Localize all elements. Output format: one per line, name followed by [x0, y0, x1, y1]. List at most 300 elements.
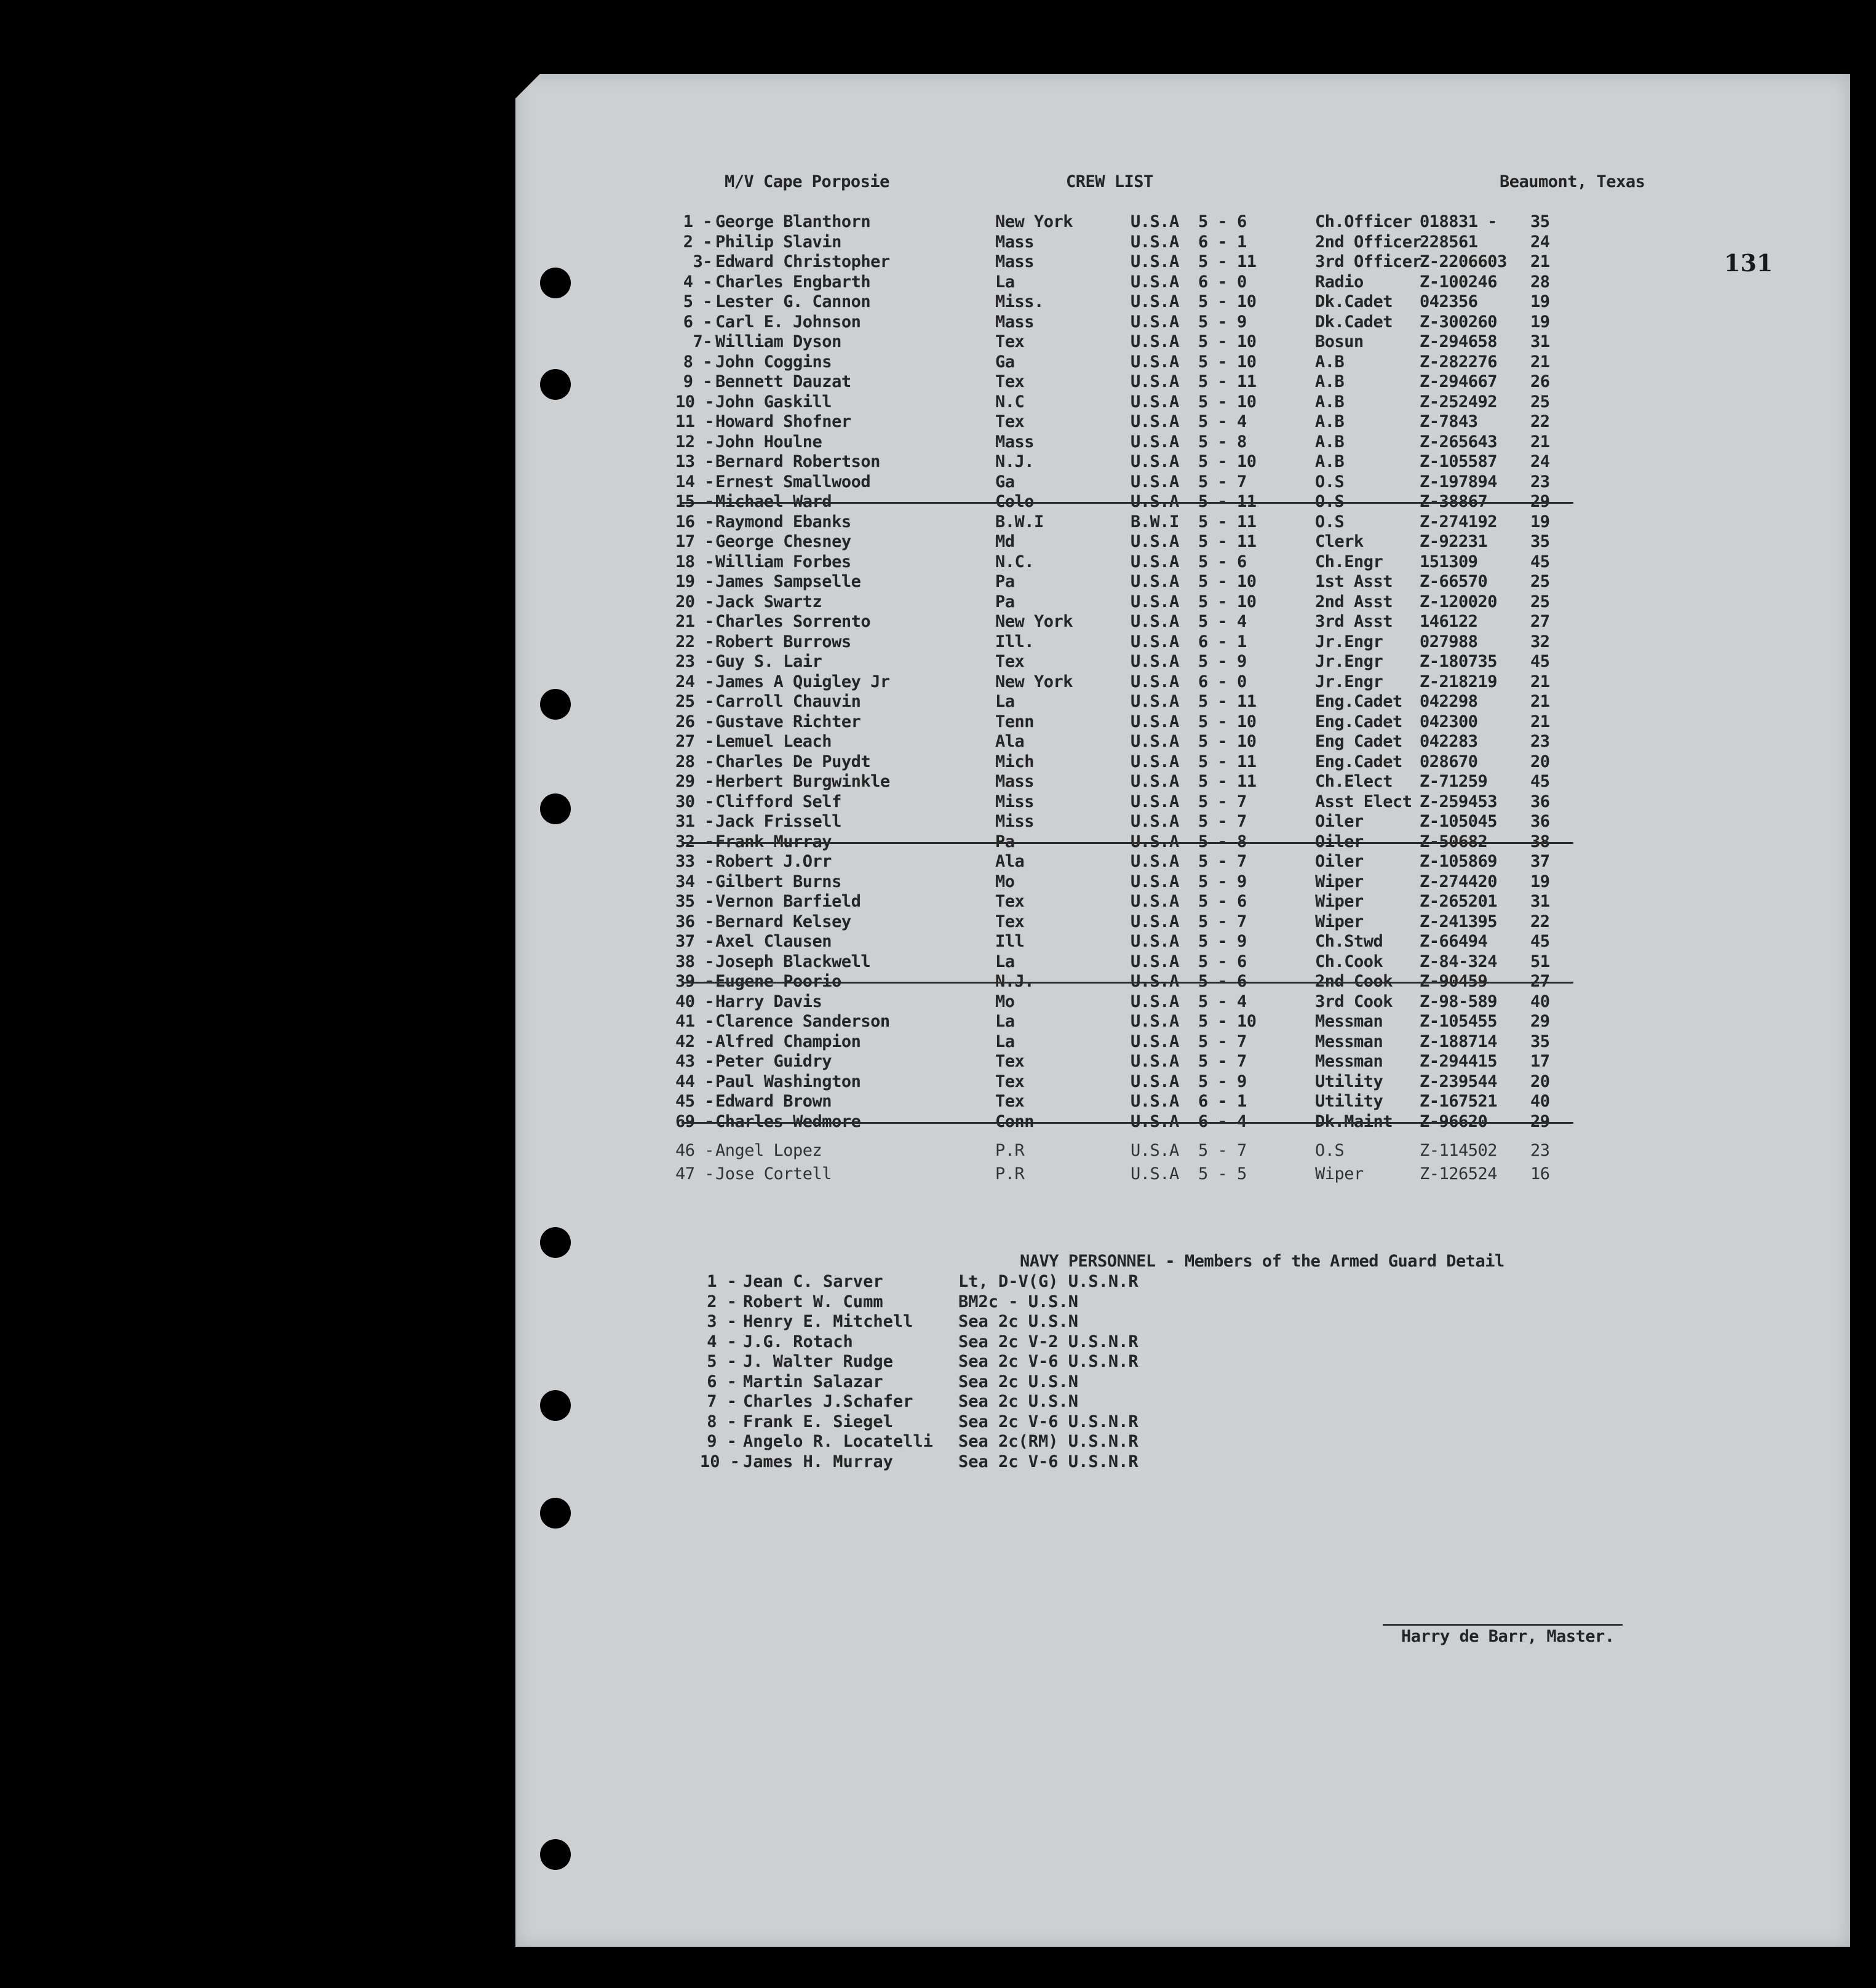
cell-cert: 042298: [1420, 692, 1478, 711]
cell-height: 5 - 10: [1198, 1012, 1257, 1031]
cell-state: N.J.: [995, 452, 1035, 471]
navy-num: 5 -: [707, 1352, 737, 1371]
cell-state: Ala: [995, 732, 1025, 751]
cell-rating: Utility: [1315, 1092, 1383, 1111]
cell-height: 5 - 10: [1198, 452, 1257, 471]
cell-age: 19: [1530, 292, 1550, 311]
cell-height: 5 - 10: [1198, 732, 1257, 751]
cell-nat: U.S.A: [1131, 632, 1179, 651]
cell-height: 5 - 9: [1198, 932, 1247, 951]
cell-height: 5 - 9: [1198, 312, 1247, 332]
cell-nat: U.S.A: [1131, 232, 1179, 252]
navy-name: Charles J.Schafer: [743, 1392, 913, 1411]
table-row: [515, 412, 1850, 432]
cell-num: 8 -: [683, 352, 712, 372]
cell-rating: Messman: [1315, 1032, 1383, 1051]
navy-rank: Lt, D-V(G) U.S.N.R: [958, 1272, 1139, 1291]
cell-num: 16 -: [675, 512, 715, 531]
cell-num: 28 -: [675, 752, 715, 771]
cell-cert: Z-180735: [1420, 652, 1498, 671]
list-item: [515, 1292, 1850, 1312]
table-row: [515, 233, 1850, 252]
cell-age: 21: [1530, 712, 1550, 731]
table-row: [515, 392, 1850, 412]
table-row: [515, 632, 1850, 652]
cell-state: Miss.: [995, 292, 1044, 311]
cell-cert: 146122: [1420, 612, 1478, 631]
cell-state: Mass: [995, 232, 1035, 252]
cell-rating: A.B: [1315, 412, 1345, 431]
cell-age: 45: [1530, 552, 1550, 571]
table-row: [515, 212, 1850, 232]
cell-cert: Z-294667: [1420, 372, 1498, 391]
table-row: [515, 432, 1850, 452]
table-row: [515, 612, 1850, 632]
cell-num: 21 -: [675, 612, 715, 631]
cell-height: 6 - 1: [1198, 632, 1247, 651]
cell-name: Vernon Barfield: [715, 892, 861, 911]
cell-height: 5 - 11: [1198, 772, 1257, 791]
cell-height: 5 - 9: [1198, 1072, 1247, 1091]
table-row: [515, 972, 1850, 992]
cell-rating: 2nd Cook: [1315, 972, 1393, 991]
cell-name: Bernard Kelsey: [715, 912, 851, 931]
cell-cert: 042300: [1420, 712, 1478, 731]
cell-cert: Z-38867: [1420, 492, 1488, 511]
punch-hole: [540, 1839, 571, 1870]
table-row: [515, 352, 1850, 372]
cell-num: 5 -: [683, 292, 712, 311]
cell-age: 40: [1530, 1092, 1550, 1111]
cell-state: Pa: [995, 832, 1015, 851]
table-row: [515, 1052, 1850, 1072]
cell-nat: U.S.A: [1131, 1111, 1179, 1131]
cell-nat: U.S.A: [1131, 1032, 1179, 1051]
cell-height: 5 - 6: [1198, 212, 1247, 231]
cell-name: Lemuel Leach: [715, 732, 832, 751]
table-row: [515, 1032, 1850, 1052]
cell-nat: U.S.A: [1131, 1012, 1179, 1031]
cell-num: 69 -: [675, 1111, 715, 1131]
cell-name: Robert Burrows: [715, 632, 851, 651]
cell-num: 29 -: [675, 772, 715, 791]
cell-age: 45: [1530, 932, 1550, 951]
cell-nat: U.S.A: [1131, 672, 1179, 691]
cell-name: Carl E. Johnson: [715, 312, 861, 332]
cell-num: 9 -: [683, 372, 712, 391]
cell-age: 27: [1530, 612, 1550, 631]
cell-num: 26 -: [675, 712, 715, 731]
cell-state: B.W.I: [995, 512, 1044, 531]
cell-state: Mich: [995, 752, 1035, 771]
cell-age: 35: [1530, 532, 1550, 551]
table-row: [515, 872, 1850, 892]
table-row: [515, 592, 1850, 612]
cell-nat: U.S.A: [1131, 1052, 1179, 1071]
cell-height: 5 - 10: [1198, 572, 1257, 591]
table-row: [515, 852, 1850, 872]
cell-age: 17: [1530, 1052, 1550, 1071]
cell-name: Guy S. Lair: [715, 652, 822, 671]
cell-rating: Dk.Cadet: [1315, 292, 1393, 311]
cell-rating: Dk.Cadet: [1315, 312, 1393, 332]
cell-name: Clifford Self: [715, 792, 841, 811]
cell-age: 37: [1530, 852, 1550, 871]
cell-rating: Radio: [1315, 272, 1364, 292]
navy-rank: BM2c - U.S.N: [958, 1292, 1079, 1311]
cell-cert: Z-2206603: [1420, 252, 1507, 271]
cell-rating: Clerk: [1315, 532, 1364, 551]
cell-num: 19 -: [675, 572, 715, 591]
table-row: [515, 252, 1850, 272]
navy-heading: NAVY PERSONNEL - Members of the Armed Guard Detail: [1020, 1252, 1504, 1271]
cell-rating: A.B: [1315, 392, 1345, 412]
navy-rank: Sea 2c U.S.N: [958, 1372, 1079, 1391]
cell-num: 25 -: [675, 692, 715, 711]
list-item: [515, 1452, 1850, 1472]
cell-cert: Z-241395: [1420, 912, 1498, 931]
navy-name: James H. Murray: [743, 1452, 893, 1471]
cell-age: 23: [1530, 732, 1550, 751]
cell-state: Pa: [995, 592, 1015, 611]
table-row: [515, 572, 1850, 592]
cell-height: 5 - 6: [1198, 552, 1247, 571]
cell-rating: Utility: [1315, 1072, 1383, 1091]
navy-rank: Sea 2c V-6 U.S.N.R: [958, 1352, 1139, 1371]
cell-name: Jack Frissell: [715, 812, 841, 831]
navy-rank: Sea 2c V-2 U.S.N.R: [958, 1332, 1139, 1351]
cell-nat: U.S.A: [1131, 892, 1179, 911]
cell-state: Miss: [995, 792, 1035, 811]
cell-nat: U.S.A: [1131, 412, 1179, 431]
cell-name: Charles Sorrento: [715, 612, 871, 631]
cell-height: 5 - 5: [1198, 1164, 1247, 1183]
cell-state: Tex: [995, 892, 1025, 911]
cell-nat: U.S.A: [1131, 392, 1179, 412]
cell-num: 41 -: [675, 1012, 715, 1031]
cell-num: 46 -: [675, 1141, 715, 1160]
table-row: [515, 1141, 1850, 1161]
cell-age: 23: [1530, 1141, 1550, 1160]
cell-rating: A.B: [1315, 352, 1345, 372]
cell-height: 6 - 1: [1198, 1092, 1247, 1111]
cell-num: 22 -: [675, 632, 715, 651]
cell-height: 5 - 11: [1198, 372, 1257, 391]
cell-age: 26: [1530, 372, 1550, 391]
cell-height: 5 - 11: [1198, 252, 1257, 271]
cell-num: 11 -: [675, 412, 715, 431]
cell-nat: U.S.A: [1131, 952, 1179, 971]
cell-age: 25: [1530, 572, 1550, 591]
cell-age: 24: [1530, 232, 1550, 252]
cell-state: Ga: [995, 472, 1015, 491]
cell-state: N.C.: [995, 552, 1035, 571]
cell-age: 25: [1530, 392, 1550, 412]
cell-state: La: [995, 1012, 1015, 1031]
cell-rating: Ch.Officer: [1315, 212, 1412, 231]
cell-name: Peter Guidry: [715, 1052, 832, 1071]
cell-height: 5 - 6: [1198, 892, 1247, 911]
cell-num: 6 -: [683, 312, 712, 332]
list-item: [515, 1372, 1850, 1392]
cell-name: Charles Engbarth: [715, 272, 871, 292]
cell-age: 28: [1530, 272, 1550, 292]
cell-height: 5 - 8: [1198, 832, 1247, 851]
cell-name: Philip Slavin: [715, 232, 841, 252]
cell-age: 35: [1530, 212, 1550, 231]
navy-name: Angelo R. Locatelli: [743, 1432, 933, 1451]
cell-cert: Z-114502: [1420, 1141, 1498, 1160]
cell-height: 5 - 6: [1198, 952, 1247, 971]
cell-name: Howard Shofner: [715, 412, 851, 431]
list-item: [515, 1392, 1850, 1412]
cell-name: Bernard Robertson: [715, 452, 880, 471]
cell-age: 21: [1530, 252, 1550, 271]
list-item: [515, 1432, 1850, 1452]
cell-name: Edward Christopher: [715, 252, 890, 271]
cell-state: Tex: [995, 332, 1025, 351]
cell-name: John Coggins: [715, 352, 832, 372]
cell-name: Axel Clausen: [715, 932, 832, 951]
cell-cert: Z-282276: [1420, 352, 1498, 372]
cell-num: 10 -: [675, 392, 715, 412]
cell-height: 5 - 9: [1198, 872, 1247, 891]
cell-height: 6 - 1: [1198, 232, 1247, 252]
cell-age: 40: [1530, 992, 1550, 1011]
cell-nat: U.S.A: [1131, 652, 1179, 671]
navy-rank: Sea 2c U.S.N: [958, 1392, 1079, 1411]
cell-height: 6 - 0: [1198, 672, 1247, 691]
cell-cert: Z-105455: [1420, 1012, 1498, 1031]
cell-age: 32: [1530, 632, 1550, 651]
navy-num: 9 -: [707, 1432, 737, 1451]
cell-age: 21: [1530, 352, 1550, 372]
cell-nat: U.S.A: [1131, 972, 1179, 991]
cell-age: 27: [1530, 972, 1550, 991]
cell-cert: Z-274192: [1420, 512, 1498, 531]
navy-name: J. Walter Rudge: [743, 1352, 893, 1371]
cell-height: 5 - 10: [1198, 592, 1257, 611]
cell-num: 27 -: [675, 732, 715, 751]
table-row: [515, 472, 1850, 492]
table-row: [515, 792, 1850, 812]
cell-cert: Z-197894: [1420, 472, 1498, 491]
cell-num: 40 -: [675, 992, 715, 1011]
cell-state: Ill: [995, 932, 1025, 951]
cell-state: New York: [995, 212, 1073, 231]
cell-nat: U.S.A: [1131, 772, 1179, 791]
cell-cert: 151309: [1420, 552, 1478, 571]
cell-nat: U.S.A: [1131, 812, 1179, 831]
cell-rating: Asst Elect: [1315, 792, 1412, 811]
cell-state: Mass: [995, 432, 1035, 451]
navy-name: J.G. Rotach: [743, 1332, 853, 1351]
cell-age: 29: [1530, 1012, 1550, 1031]
table-row: [515, 452, 1850, 472]
cell-height: 5 - 10: [1198, 712, 1257, 731]
cell-age: 21: [1530, 432, 1550, 451]
navy-num: 6 -: [707, 1372, 737, 1391]
cell-name: Ernest Smallwood: [715, 472, 871, 491]
cell-state: N.J.: [995, 972, 1035, 991]
vessel-name: M/V Cape Porposie: [725, 172, 889, 191]
cell-rating: Eng Cadet: [1315, 732, 1402, 751]
cell-name: Gilbert Burns: [715, 872, 841, 891]
cell-age: 19: [1530, 312, 1550, 332]
table-row: [515, 932, 1850, 952]
cell-age: 22: [1530, 412, 1550, 431]
cell-age: 38: [1530, 832, 1550, 851]
cell-height: 5 - 11: [1198, 752, 1257, 771]
cell-height: 5 - 9: [1198, 652, 1247, 671]
cell-age: 20: [1530, 1072, 1550, 1091]
cell-nat: U.S.A: [1131, 1164, 1179, 1183]
cell-num: 20 -: [675, 592, 715, 611]
cell-age: 51: [1530, 952, 1550, 971]
cell-nat: U.S.A: [1131, 1072, 1179, 1091]
cell-cert: Z-167521: [1420, 1092, 1498, 1111]
page-number: 131: [1724, 249, 1773, 277]
cell-state: Ala: [995, 852, 1025, 871]
cell-height: 5 - 4: [1198, 992, 1247, 1011]
cell-name: James Sampselle: [715, 572, 861, 591]
cell-name: Herbert Burgwinkle: [715, 772, 890, 791]
cell-rating: Ch.Cook: [1315, 952, 1383, 971]
cell-cert: Z-218219: [1420, 672, 1498, 691]
cell-state: N.C: [995, 392, 1025, 412]
table-row: [515, 1012, 1850, 1032]
cell-num: 17 -: [675, 532, 715, 551]
cell-num: 37 -: [675, 932, 715, 951]
cell-age: 36: [1530, 792, 1550, 811]
cell-state: Miss: [995, 812, 1035, 831]
cell-rating: Jr.Engr: [1315, 652, 1383, 671]
navy-name: Robert W. Cumm: [743, 1292, 883, 1311]
cell-num: 13 -: [675, 452, 715, 471]
signature-line: [1383, 1624, 1623, 1626]
cell-rating: 3rd Officer: [1315, 252, 1422, 271]
list-item: [515, 1272, 1850, 1292]
cell-nat: U.S.A: [1131, 852, 1179, 871]
cell-cert: Z-300260: [1420, 312, 1498, 332]
cell-rating: Bosun: [1315, 332, 1364, 351]
cell-nat: U.S.A: [1131, 252, 1179, 271]
cell-num: 2 -: [683, 232, 712, 252]
cell-rating: Messman: [1315, 1052, 1383, 1071]
cell-nat: U.S.A: [1131, 792, 1179, 811]
cell-num: 38 -: [675, 952, 715, 971]
table-row: [515, 372, 1850, 392]
cell-nat: U.S.A: [1131, 992, 1179, 1011]
cell-num: 39 -: [675, 972, 715, 991]
cell-state: Mo: [995, 992, 1015, 1011]
table-row: [515, 772, 1850, 792]
cell-cert: Z-252492: [1420, 392, 1498, 412]
table-row: [515, 732, 1850, 752]
cell-age: 19: [1530, 512, 1550, 531]
cell-nat: U.S.A: [1131, 332, 1179, 351]
list-item: [515, 1412, 1850, 1432]
cell-rating: Messman: [1315, 1012, 1383, 1031]
cell-rating: Oiler: [1315, 812, 1364, 831]
cell-cert: Z-100246: [1420, 272, 1498, 292]
table-row: [515, 532, 1850, 552]
cell-nat: U.S.A: [1131, 432, 1179, 451]
cell-age: 23: [1530, 472, 1550, 491]
table-row: [515, 332, 1850, 352]
cell-age: 29: [1530, 1111, 1550, 1131]
cell-num: 24 -: [675, 672, 715, 691]
cell-nat: U.S.A: [1131, 532, 1179, 551]
cell-state: Conn: [995, 1111, 1035, 1131]
navy-name: Henry E. Mitchell: [743, 1312, 913, 1331]
cell-name: Bennett Dauzat: [715, 372, 851, 391]
cell-rating: A.B: [1315, 452, 1345, 471]
cell-height: 5 - 7: [1198, 1032, 1247, 1051]
cell-name: William Dyson: [715, 332, 841, 351]
cell-state: La: [995, 1032, 1015, 1051]
cell-rating: 1st Asst: [1315, 572, 1393, 591]
navy-name: Frank E. Siegel: [743, 1412, 893, 1431]
cell-state: Ill.: [995, 632, 1035, 651]
cell-nat: U.S.A: [1131, 872, 1179, 891]
cell-age: 45: [1530, 652, 1550, 671]
cell-rating: Wiper: [1315, 892, 1364, 911]
cell-height: 5 - 7: [1198, 1052, 1247, 1071]
cell-state: P.R: [995, 1164, 1025, 1183]
cell-age: 25: [1530, 592, 1550, 611]
cell-cert: Z-50682: [1420, 832, 1488, 851]
navy-num: 1 -: [707, 1272, 737, 1291]
cell-cert: Z-92231: [1420, 532, 1488, 551]
cell-num: 23 -: [675, 652, 715, 671]
cell-state: Md: [995, 532, 1015, 551]
folded-corner: [515, 74, 540, 98]
cell-age: 19: [1530, 872, 1550, 891]
cell-name: Harry Davis: [715, 992, 822, 1011]
cell-state: Tex: [995, 412, 1025, 431]
table-row: [515, 512, 1850, 532]
cell-nat: U.S.A: [1131, 912, 1179, 931]
cell-rating: A.B: [1315, 432, 1345, 451]
cell-height: 5 - 7: [1198, 852, 1247, 871]
navy-num: 2 -: [707, 1292, 737, 1311]
cell-state: P.R: [995, 1141, 1025, 1160]
table-row: [515, 1092, 1850, 1111]
cell-cert: Z-120020: [1420, 592, 1498, 611]
cell-num: 30 -: [675, 792, 715, 811]
cell-nat: U.S.A: [1131, 1092, 1179, 1111]
cell-num: 15 -: [675, 492, 715, 511]
table-row: [515, 892, 1850, 912]
cell-cert: Z-71259: [1420, 772, 1488, 791]
punch-hole: [540, 1498, 571, 1529]
cell-cert: 027988: [1420, 632, 1478, 651]
cell-height: 5 - 4: [1198, 412, 1247, 431]
cell-nat: U.S.A: [1131, 272, 1179, 292]
cell-name: George Chesney: [715, 532, 851, 551]
cell-state: Tex: [995, 652, 1025, 671]
table-row: [515, 272, 1850, 292]
cell-rating: 3rd Asst: [1315, 612, 1393, 631]
cell-state: Tex: [995, 1072, 1025, 1091]
cell-height: 5 - 10: [1198, 392, 1257, 412]
cell-cert: 228561: [1420, 232, 1478, 252]
table-row: [515, 752, 1850, 772]
cell-rating: Wiper: [1315, 912, 1364, 931]
cell-name: Robert J.Orr: [715, 852, 832, 871]
cell-num: 4 -: [683, 272, 712, 292]
